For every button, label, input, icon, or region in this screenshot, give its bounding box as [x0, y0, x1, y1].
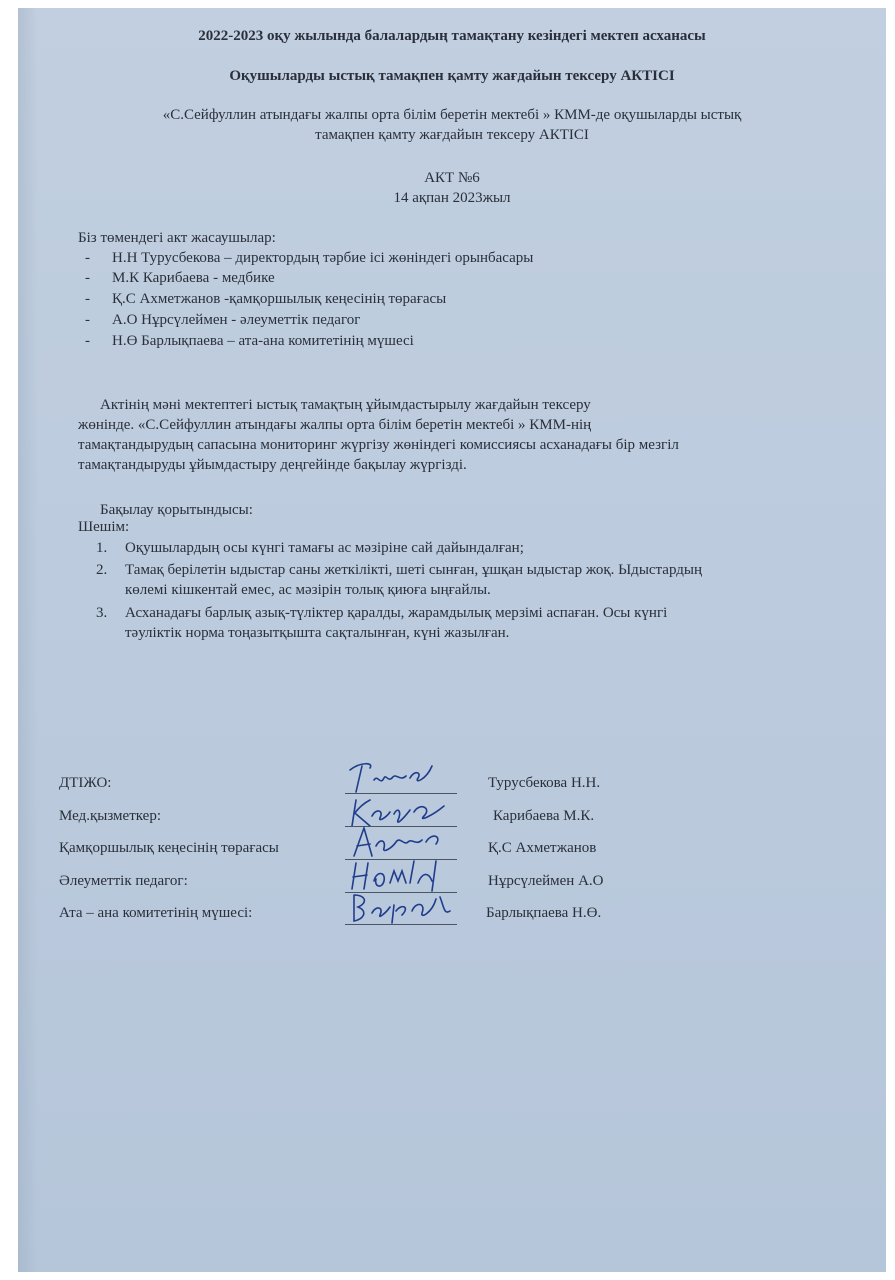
signatory-role: Әлеуметтік педагог:	[59, 873, 188, 889]
signatory-role: Ата – ана комитетінің мүшесі:	[59, 905, 253, 921]
committee-member: Қ.С Ахметжанов -қамқоршылық кеңесінің төрағасы	[112, 291, 447, 307]
body-line-1: Актінің мәні мектептегі ыстық тамақтың ұйымдастырылу жағдайын тексеру	[100, 397, 591, 413]
committee-member: Н.Ө Барлықпаева – ата-ана комитетінің мүшесі	[112, 333, 414, 349]
list-bullet: -	[85, 270, 90, 286]
decision-item: Тамақ берілетін ыдыстар саны жеткілікті, шеті сынған, ұшқан ыдыстар жоқ. Ыдыстардың	[125, 562, 702, 578]
signatory-role: Мед.қызметкер:	[59, 808, 162, 824]
signatory-name: Қ.С Ахметжанов	[488, 840, 597, 856]
act-number: АКТ №6	[424, 170, 480, 186]
signatory-role: ДТІЖО:	[59, 775, 112, 791]
handwritten-signature	[340, 885, 462, 927]
item-number: 1.	[96, 540, 108, 556]
result-heading: Бақылау қорытындысы:	[100, 502, 253, 518]
subtitle-line-1: «С.Сейфуллин атындағы жалпы орта білім беретін мектебі » КММ-де оқушыларды ыстық	[162, 107, 742, 123]
signatory-name: Нұрсүлеймен А.О	[488, 873, 604, 889]
decision-item-cont: көлемі кішкентай емес, ас мәзірін толық қиюға ыңғайлы.	[125, 582, 491, 598]
document-heading: 2022-2023 оқу жылында балалардың тамақтану кезіндегі мектеп асханасы	[198, 28, 706, 44]
decision-item: Асханадағы барлық азық-түліктер қаралды, жарамдылық мерзімі аспаған. Осы күнгі	[125, 605, 668, 621]
subtitle-line-2: тамақпен қамту жағдайын тексеру АКТІСІ	[315, 127, 589, 143]
item-number: 2.	[96, 562, 108, 578]
signature-line	[345, 924, 457, 925]
body-line-2: жөнінде. «С.Сейфуллин атындағы жалпы орта білім беретін мектебі » КММ-нің	[78, 417, 592, 433]
act-date: 14 ақпан 2023жыл	[393, 190, 511, 206]
committee-member: А.О Нұрсүлеймен - әлеуметтік педагог	[112, 312, 361, 328]
item-number: 3.	[96, 605, 108, 621]
committee-intro: Біз төмендегі акт жасаушылар:	[78, 230, 276, 246]
list-bullet: -	[85, 250, 90, 266]
list-bullet: -	[85, 333, 90, 349]
committee-member: М.К Карибаева - медбике	[112, 270, 275, 286]
decision-item: Оқушылардың осы күнгі тамағы ас мәзіріне сай дайындалған;	[125, 540, 524, 556]
document-page	[18, 8, 886, 1272]
committee-member: Н.Н Турусбекова – директордың тәрбие ісі жөніндегі орынбасары	[112, 250, 534, 266]
decision-label: Шешім:	[78, 519, 130, 535]
list-bullet: -	[85, 291, 90, 307]
body-line-4: тамақтандыруды ұйымдастыру деңгейінде бақылау жүргізді.	[78, 457, 467, 473]
signatory-role: Қамқоршылық кеңесінің төрағасы	[59, 840, 279, 856]
body-line-3: тамақтандырудың сапасына мониторинг жүргізу жөніндегі комиссиясы асханадағы бір мезгіл	[78, 437, 679, 453]
list-bullet: -	[85, 312, 90, 328]
signatory-name: Турусбекова Н.Н.	[488, 775, 601, 791]
decision-item-cont: тәуліктік норма тоңазытқышта сақталынған, күні жазылған.	[125, 625, 510, 641]
signatory-name: Карибаева М.К.	[493, 808, 595, 824]
signatory-name: Барлықпаева Н.Ө.	[486, 905, 602, 921]
document-title: Оқушыларды ыстық тамақпен қамту жағдайын тексеру АКТІСІ	[229, 68, 675, 84]
